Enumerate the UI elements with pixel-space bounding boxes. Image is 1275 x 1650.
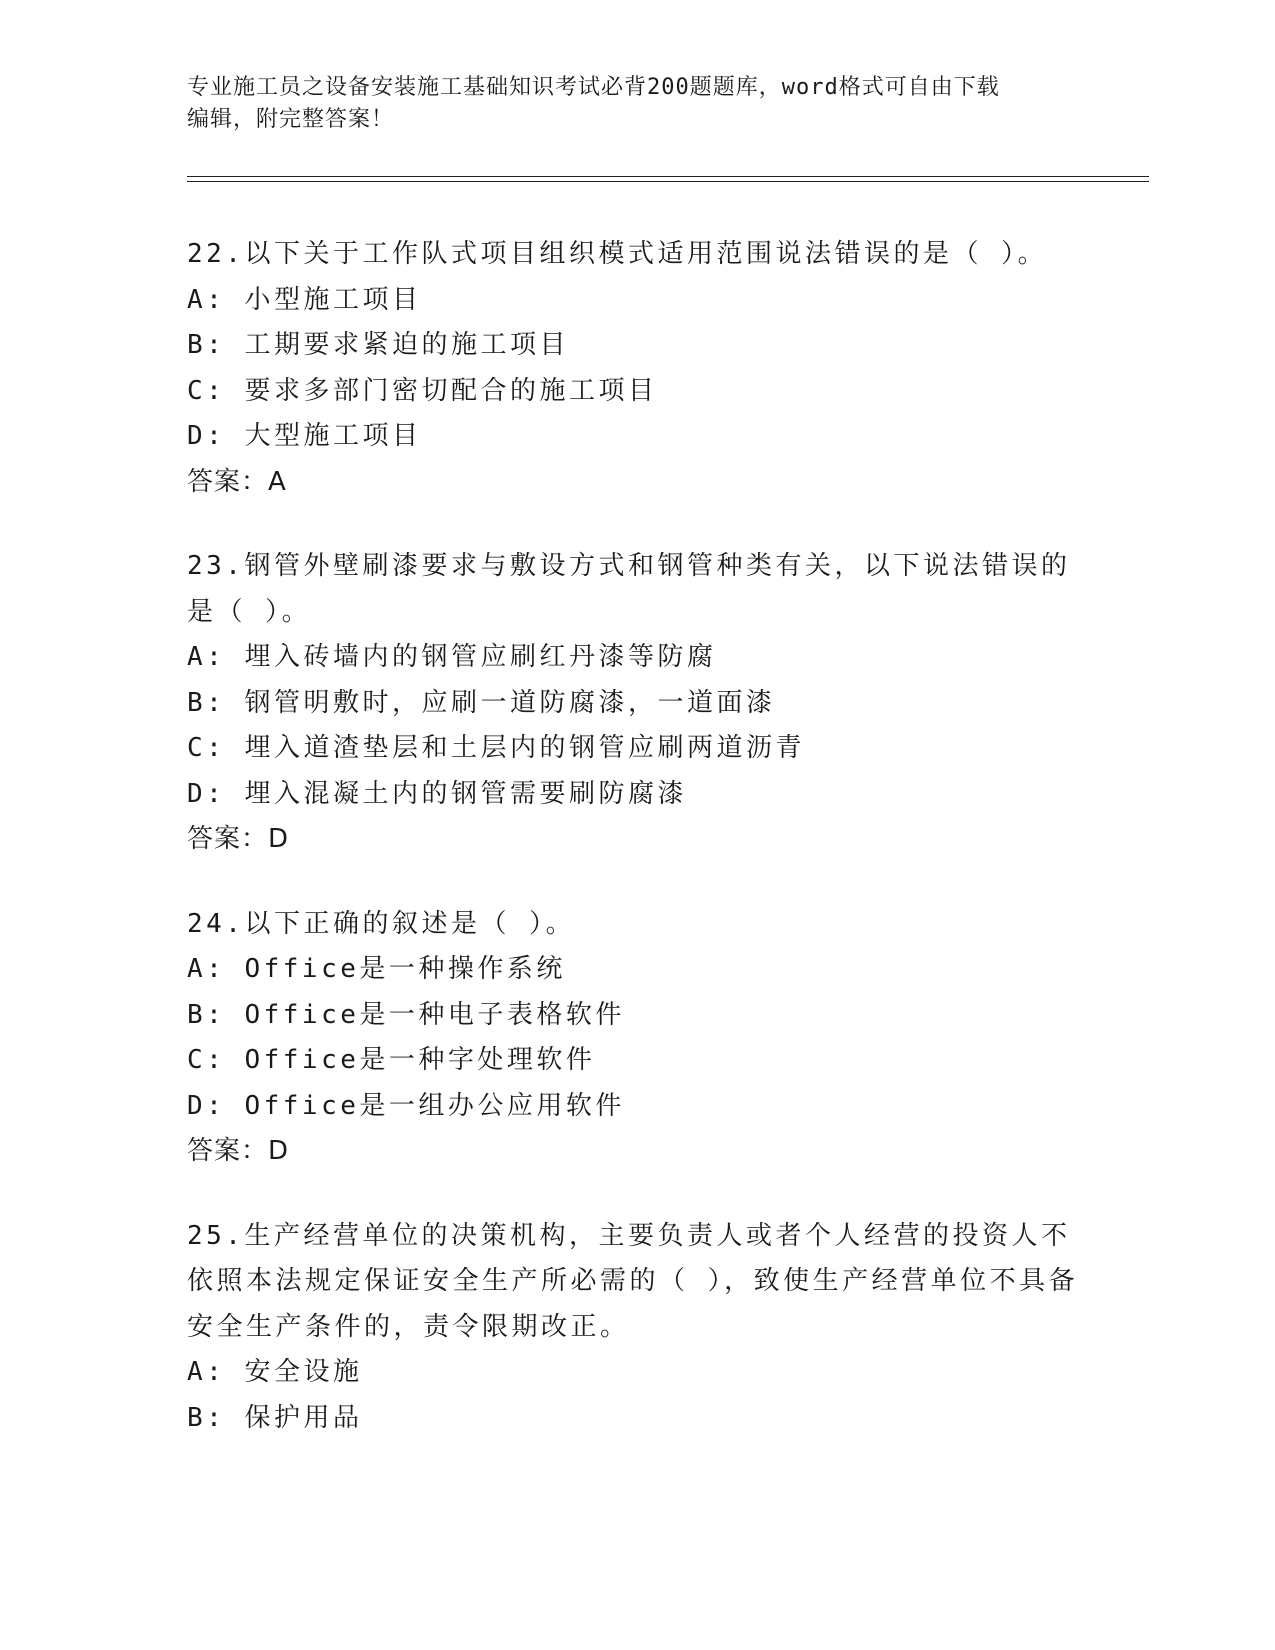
question-23: [187, 544, 1087, 863]
option-b: B: 工期要求紧迫的施工项目: [187, 330, 569, 360]
question-25: [187, 1214, 1087, 1442]
option-d: D: Office是一组办公应用软件: [187, 1090, 625, 1121]
question-stem: 24.以下正确的叙述是（ ）。: [187, 908, 576, 939]
question-list: [187, 232, 1087, 1480]
question-stem: 23.钢管外壁刷漆要求与敷设方式和钢管种类有关，以下说法错误的是（ ）。: [187, 551, 1071, 627]
option-a: A: Office是一种操作系统: [187, 954, 566, 984]
question-24: [187, 902, 1087, 1175]
question-22: [187, 232, 1087, 505]
header-divider-bottom: [187, 181, 1149, 182]
header-line-1: 专业施工员之设备安装施工基础知识考试必背200题题库，word格式可自由下载: [187, 75, 1000, 100]
option-d: D: 大型施工项目: [187, 421, 422, 451]
option-a: A: 安全设施: [187, 1357, 363, 1387]
option-b: B: 钢管明敷时，应刷一道防腐漆，一道面漆: [187, 687, 776, 718]
question-stem: 25.生产经营单位的决策机构，主要负责人或者个人经营的投资人不依照本法规定保证安全生产所必需的（ ），致使生产经营单位不具备安全生产条件的，责令限期改正。: [187, 1220, 1079, 1342]
option-a: A: 埋入砖墙内的钢管应刷红丹漆等防腐: [187, 642, 717, 672]
answer-line: 答案：A: [187, 466, 287, 497]
option-b: B: Office是一种电子表格软件: [187, 999, 625, 1030]
option-c: C: Office是一种字处理软件: [187, 1045, 596, 1075]
answer-line: 答案：D: [187, 1136, 290, 1166]
option-d: D: 埋入混凝土内的钢管需要刷防腐漆: [187, 778, 687, 809]
question-stem: 22.以下关于工作队式项目组织模式适用范围说法错误的是（ ）。: [187, 239, 1048, 269]
document-header: [187, 72, 1067, 136]
header-line-2: 编辑，附完整答案！: [187, 107, 395, 132]
option-c: C: 要求多部门密切配合的施工项目: [187, 375, 658, 406]
option-a: A: 小型施工项目: [187, 284, 422, 315]
answer-line: 答案：D: [187, 824, 290, 854]
header-divider-top: [187, 176, 1149, 177]
option-b: B: 保护用品: [187, 1402, 363, 1433]
option-c: C: 埋入道渣垫层和土层内的钢管应刷两道沥青: [187, 733, 805, 763]
